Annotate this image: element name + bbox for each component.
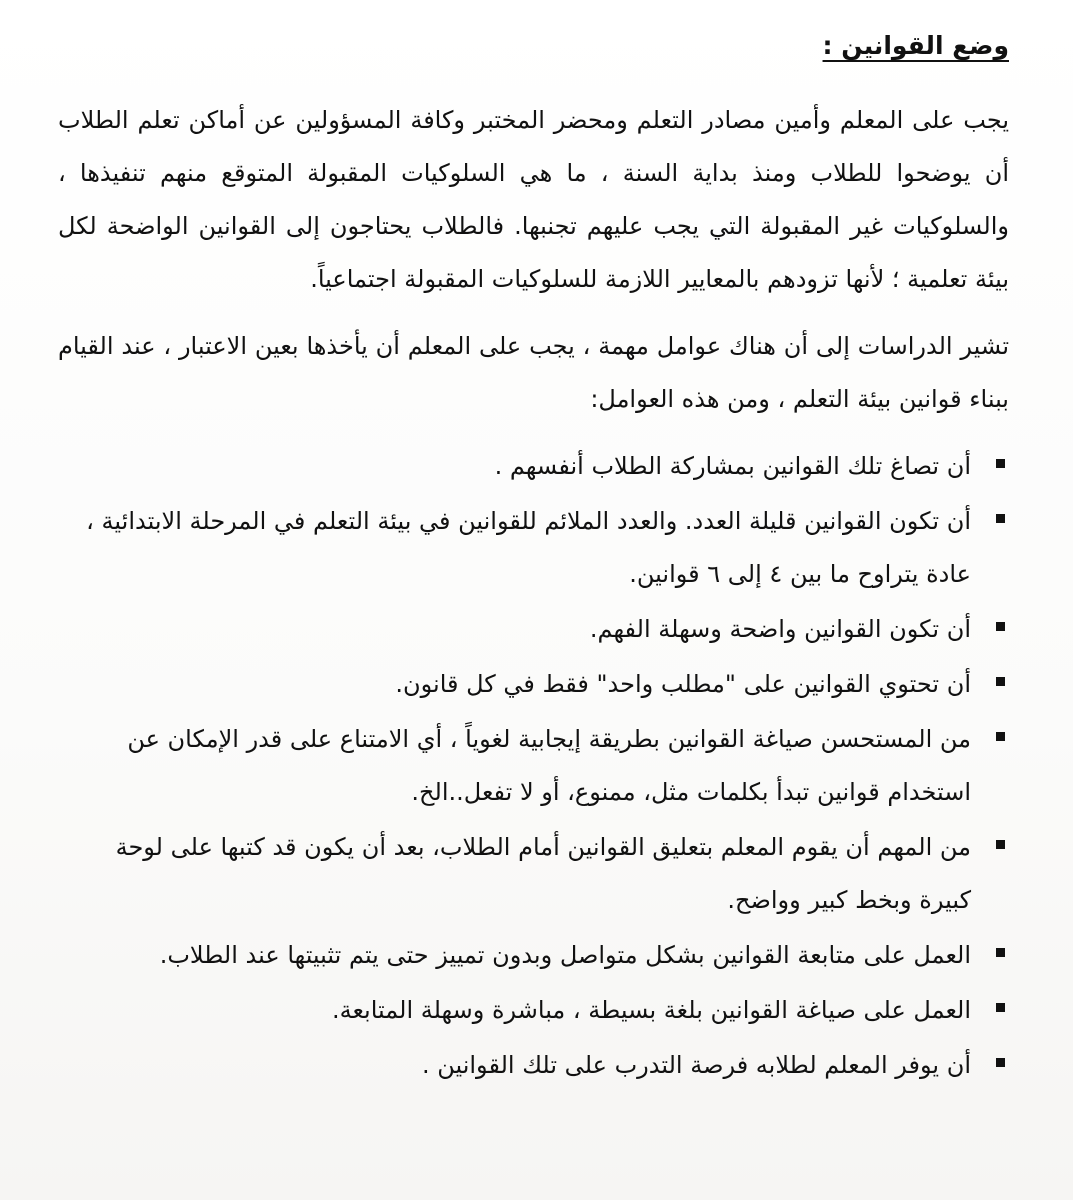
square-bullet-icon [996, 459, 1005, 468]
square-bullet-icon [996, 948, 1005, 957]
list-item [58, 495, 1005, 601]
list-item-text: من المستحسن صياغة القوانين بطريقة إيجابية لغوياً ، أي الامتناع على قدر الإمكان عن استخدام قوانين تبدأ بكلمات مثل، ممنوع، أو لا تفعل..الخ. [127, 725, 971, 806]
list-item [58, 713, 1005, 819]
square-bullet-icon [996, 677, 1005, 686]
list-item-text: العمل على متابعة القوانين بشكل متواصل وبدون تمييز حتى يتم تثبيتها عند الطلاب. [159, 941, 971, 969]
list-item-text: أن تكون القوانين واضحة وسهلة الفهم. [589, 615, 971, 643]
list-item [58, 440, 1005, 493]
list-item-text: أن تكون القوانين قليلة العدد. والعدد الملائم للقوانين في بيئة التعلم في المرحلة الابتدائية ، عادة يتراوح ما بين ٤ إلى ٦ قوانين. [86, 507, 971, 588]
square-bullet-icon [996, 1058, 1005, 1067]
square-bullet-icon [996, 1003, 1005, 1012]
list-item-text: أن تحتوي القوانين على "مطلب واحد" فقط في كل قانون. [395, 670, 971, 698]
list-item [58, 984, 1005, 1037]
list-item [58, 1039, 1005, 1092]
list-item [58, 929, 1005, 982]
factors-paragraph: تشير الدراسات إلى أن هناك عوامل مهمة ، يجب على المعلم أن يأخذها بعين الاعتبار ، عند القيام ببناء قوانين بيئة التعلم ، ومن هذه العوامل: [58, 332, 1009, 413]
list-item-text: أن تصاغ تلك القوانين بمشاركة الطلاب أنفسهم . [494, 452, 971, 480]
list-item [58, 603, 1005, 656]
list-item-text: العمل على صياغة القوانين بلغة بسيطة ، مباشرة وسهلة المتابعة. [331, 996, 971, 1024]
square-bullet-icon [996, 514, 1005, 523]
section-heading: وضع القوانين : [822, 31, 1009, 60]
list-item [58, 658, 1005, 711]
square-bullet-icon [996, 622, 1005, 631]
list-item-text: من المهم أن يقوم المعلم بتعليق القوانين أمام الطلاب، بعد أن يكون قد كتبها على لوحة كبيرة وبخط كبير وواضح. [115, 833, 971, 914]
list-item [58, 821, 1005, 927]
list-item-text: أن يوفر المعلم لطلابه فرصة التدرب على تلك القوانين . [421, 1051, 971, 1079]
rules-list [58, 440, 1017, 1092]
square-bullet-icon [996, 732, 1005, 741]
square-bullet-icon [996, 840, 1005, 849]
intro-paragraph: يجب على المعلم وأمين مصادر التعلم ومحضر المختبر وكافة المسؤولين عن أماكن تعلم الطلاب أن يوضحوا للطلاب ومنذ بداية السنة ، ما هي السلوكيات المقبولة المتوقع منهم تنفيذها ، والسلوكيات غير المقبولة التي يجب عليهم تجنبها. فالطلاب يحتاجون إلى القوانين الواضحة لكل بيئة تعلمية ؛ لأنها تزودهم بالمعايير اللازمة للسلوكيات المقبولة اجتماعياً. [58, 106, 1009, 293]
